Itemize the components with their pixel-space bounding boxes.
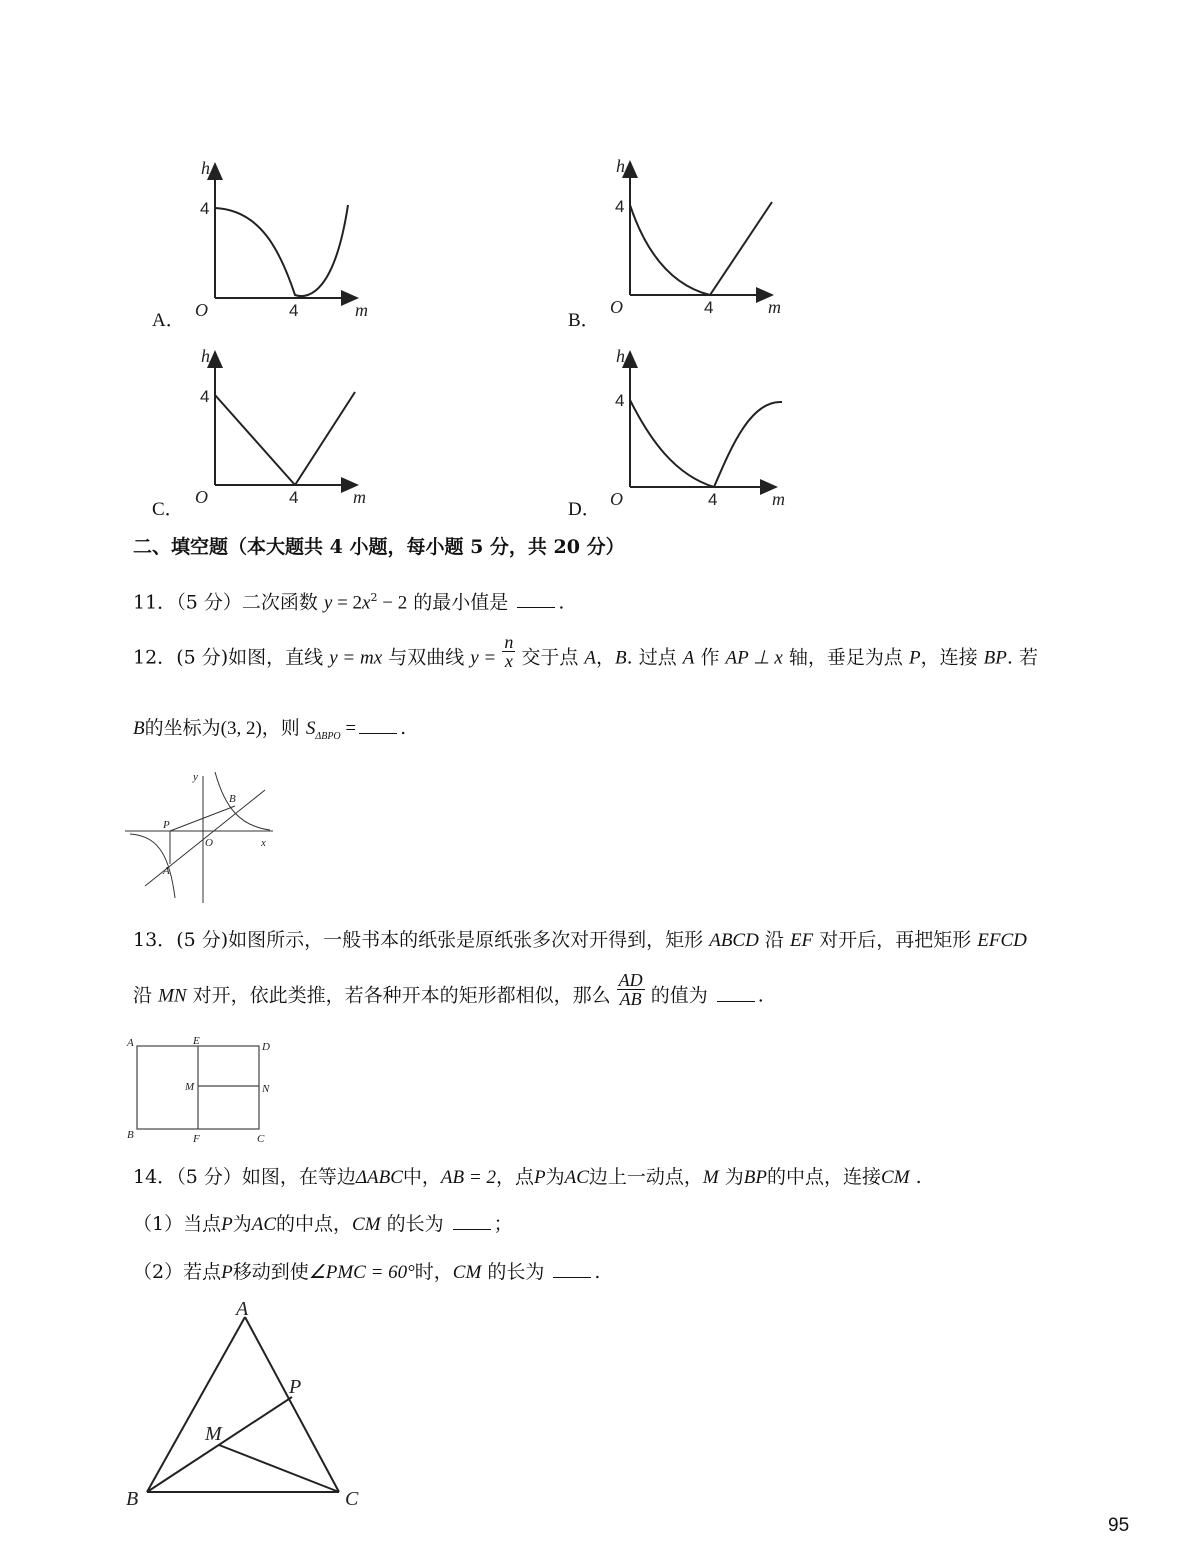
side-ac <box>245 1317 339 1492</box>
point-a-label: A <box>127 1037 134 1049</box>
option-b-label: B． <box>568 310 600 331</box>
q11-answer-blank[interactable] <box>517 593 555 608</box>
option-a-graph <box>185 150 385 320</box>
q13-number: 13． <box>133 929 177 951</box>
q12-figure <box>125 768 285 908</box>
q12-seg-bp: BP <box>983 647 1007 669</box>
q11-formula-eq: = 2 <box>332 592 363 614</box>
q14-figure <box>120 1295 370 1510</box>
q14-number: 14． <box>133 1166 177 1188</box>
q12-point-b: B <box>133 718 145 739</box>
h-label: h <box>616 346 625 366</box>
point-e-label: E <box>193 1035 200 1047</box>
question-12-line2 <box>133 719 406 742</box>
point-f-label: F <box>193 1133 200 1145</box>
curve-down <box>630 400 714 487</box>
q12-point-a: A <box>584 647 597 669</box>
q13-text: 的值为 <box>650 984 708 1007</box>
line-up <box>295 392 355 485</box>
q12-sep: ， <box>596 646 616 669</box>
q12-area-s: S <box>305 718 316 739</box>
q13-text: 对开，依此类推，若各种开本的矩形都相似，那么 <box>192 984 611 1007</box>
section-title: 二、填空题（本大题共 4 小题，每小题 5 分，共 20 分） <box>133 536 625 558</box>
q13-seg-ef: EF <box>789 930 814 951</box>
q11-formula-x: x <box>362 592 371 614</box>
q12-text: 交于点 <box>521 646 579 669</box>
q13-rect-abcd: ABCD <box>709 930 759 951</box>
tick-4-x: 4 <box>704 298 714 317</box>
point-n-label: N <box>262 1083 270 1095</box>
q11-score: （5 分） <box>176 591 242 614</box>
m-label: m <box>768 297 781 317</box>
q14-part2-answer-blank[interactable] <box>553 1263 591 1278</box>
tick-4-x: 4 <box>289 301 299 320</box>
q14-side-ac: AC <box>251 1214 276 1235</box>
q14-seg-cm: CM <box>452 1262 482 1283</box>
q12-point-a: A <box>682 647 695 669</box>
q12-perp: AP ⊥ x <box>725 647 783 669</box>
q13-fraction <box>617 971 645 1008</box>
q13-answer-blank[interactable] <box>717 987 755 1002</box>
curve <box>630 205 710 295</box>
point-m-label: M <box>185 1081 195 1093</box>
q13-rect-efcd: EFCD <box>977 930 1027 951</box>
q14-text: . <box>594 1261 601 1283</box>
q14-point-m: M <box>702 1167 719 1188</box>
origin-label: O <box>195 300 208 320</box>
m-label: m <box>355 300 368 320</box>
q12-text: . 过点 <box>626 646 677 669</box>
point-p-label: P <box>289 1376 302 1398</box>
q14-text: 移动到使 <box>232 1261 309 1283</box>
q14-ab-length: AB = 2 <box>440 1167 496 1188</box>
q14-side-ac: AC <box>564 1167 589 1188</box>
q14-seg-cm: CM <box>352 1214 381 1235</box>
q12-fraction <box>502 633 515 670</box>
q11-formula-y: y <box>323 592 333 614</box>
q12-answer-blank[interactable] <box>359 719 397 734</box>
h-label: h <box>201 346 210 366</box>
point-c-label: C <box>345 1488 359 1510</box>
q14-text: 为 <box>232 1213 252 1235</box>
q11-formula-sup: 2 <box>370 591 378 604</box>
q12-frac-num: n <box>504 632 514 652</box>
option-c-graph <box>185 340 385 510</box>
point-p-label: P <box>163 819 170 831</box>
line-down <box>215 395 295 485</box>
x-label: x <box>261 837 266 849</box>
h-label: h <box>616 156 625 176</box>
question-13-line2 <box>133 970 764 1009</box>
q14-point-p: P <box>533 1167 546 1188</box>
origin-label: O <box>610 297 623 317</box>
q13-text: 沿 <box>133 984 153 1007</box>
option-a-label: A． <box>152 310 185 331</box>
curve <box>215 205 348 296</box>
q14-text: （1）当点 <box>133 1213 222 1235</box>
q14-text: 中， <box>402 1166 441 1188</box>
segment-cm <box>219 1445 339 1492</box>
q11-text-after: 的最小值是 <box>413 591 509 614</box>
m-label: m <box>353 487 366 507</box>
q14-text: （2）若点 <box>133 1261 222 1283</box>
tick-4-y: 4 <box>615 197 625 216</box>
hyperbola-branch-1 <box>215 772 270 830</box>
q12-text: 与双曲线 <box>388 646 465 669</box>
m-label: m <box>772 489 785 509</box>
option-b-graph <box>600 150 800 320</box>
q14-angle: ∠PMC = 60° <box>308 1262 415 1283</box>
question-12-line1 <box>133 632 1038 671</box>
point-a-label: A <box>236 1298 249 1320</box>
tick-4-y: 4 <box>200 199 210 218</box>
q13-frac-den: AB <box>619 989 642 1009</box>
tick-4-x: 4 <box>708 490 718 509</box>
q12-text: 如图，直线 <box>228 646 324 669</box>
q13-score: (5 分) <box>176 929 229 951</box>
q13-figure <box>125 1036 285 1148</box>
q13-end: . <box>757 984 764 1007</box>
point-b-label: B <box>127 1129 134 1141</box>
curve-up <box>714 402 782 487</box>
q14-score: （5 分） <box>176 1166 242 1188</box>
q11-end: . <box>558 591 565 614</box>
q14-text: 为 <box>545 1166 565 1188</box>
point-d-label: D <box>262 1041 270 1053</box>
line-segment <box>710 202 772 295</box>
q12-frac-den: x <box>504 651 513 671</box>
q14-text: 的长为 <box>487 1261 545 1283</box>
q14-text: 的中点， <box>276 1213 353 1235</box>
q14-point-p: P <box>221 1214 233 1235</box>
q12-text: 轴，垂足为点 <box>788 646 903 669</box>
q12-text: . 若 <box>1006 646 1038 669</box>
tick-4-x: 4 <box>289 488 299 507</box>
origin-label: O <box>205 837 213 849</box>
q12-point-p: P <box>908 647 921 669</box>
q12-area-sub: ΔBPO <box>315 730 341 742</box>
q14-seg-bp: BP <box>743 1167 767 1188</box>
origin-label: O <box>195 487 208 507</box>
q14-seg-cm: CM <box>881 1167 910 1188</box>
q14-part1-answer-blank[interactable] <box>453 1215 491 1230</box>
q14-text: 的长为 <box>386 1213 444 1235</box>
point-a-label: A <box>163 865 170 877</box>
q12-point-b: B <box>615 647 627 669</box>
point-c-label: C <box>257 1133 265 1145</box>
y-label: y <box>193 771 198 783</box>
q13-text: 对开后，再把矩形 <box>819 929 972 951</box>
q14-text: 的中点，连接 <box>767 1166 882 1188</box>
q12-text: 的坐标为 <box>144 717 221 739</box>
q13-text: 如图所示，一般书本的纸张是原纸张多次对开得到，矩形 <box>228 929 704 951</box>
tick-4-y: 4 <box>615 391 625 410</box>
q12-end: . <box>400 717 407 739</box>
q12-coord: (3, 2) <box>220 718 262 739</box>
question-11 <box>133 592 564 612</box>
q11-number: 11． <box>133 591 177 614</box>
q12-eq: = <box>340 718 357 739</box>
tick-4-y: 4 <box>200 387 210 406</box>
question-14-line1 <box>133 1168 922 1187</box>
option-c-label: C． <box>152 499 184 520</box>
q13-seg-mn: MN <box>158 985 187 1007</box>
q14-text: 为 <box>724 1166 744 1188</box>
q13-frac-num: AD <box>618 970 643 990</box>
point-m-label: M <box>205 1423 222 1445</box>
q11-text-before: 二次函数 <box>241 591 318 614</box>
question-14-part2 <box>133 1263 600 1282</box>
q14-point-p: P <box>221 1262 233 1283</box>
q13-text: 沿 <box>764 929 784 951</box>
q12-text: ，则 <box>261 717 300 739</box>
point-b-label: B <box>229 793 236 805</box>
q12-number: 12． <box>133 646 177 669</box>
h-label: h <box>201 158 210 178</box>
q12-hyperbola-eq: y = <box>470 647 497 669</box>
q11-formula-end: − 2 <box>377 592 408 614</box>
q12-text: 作 <box>700 646 720 669</box>
option-d-label: D． <box>568 499 601 520</box>
origin-label: O <box>610 489 623 509</box>
question-14-part1 <box>133 1215 513 1234</box>
q14-text: . <box>915 1166 922 1188</box>
q14-text: 时， <box>414 1261 453 1283</box>
q14-text: 边上一动点， <box>588 1166 703 1188</box>
q12-text: ，连接 <box>920 646 978 669</box>
page-number: 95 <box>1108 1515 1130 1536</box>
option-d-graph <box>600 340 800 510</box>
q12-line-eq: y = mx <box>329 647 383 669</box>
q14-text: ； <box>493 1213 513 1235</box>
question-13-line1 <box>133 931 1027 950</box>
point-b-label: B <box>126 1488 139 1510</box>
side-ab <box>147 1317 245 1492</box>
q14-triangle: ΔABC <box>355 1167 403 1188</box>
q14-text: 如图，在等边 <box>241 1166 356 1188</box>
q14-text: ，点 <box>495 1166 534 1188</box>
q12-score: (5 分) <box>176 646 229 669</box>
